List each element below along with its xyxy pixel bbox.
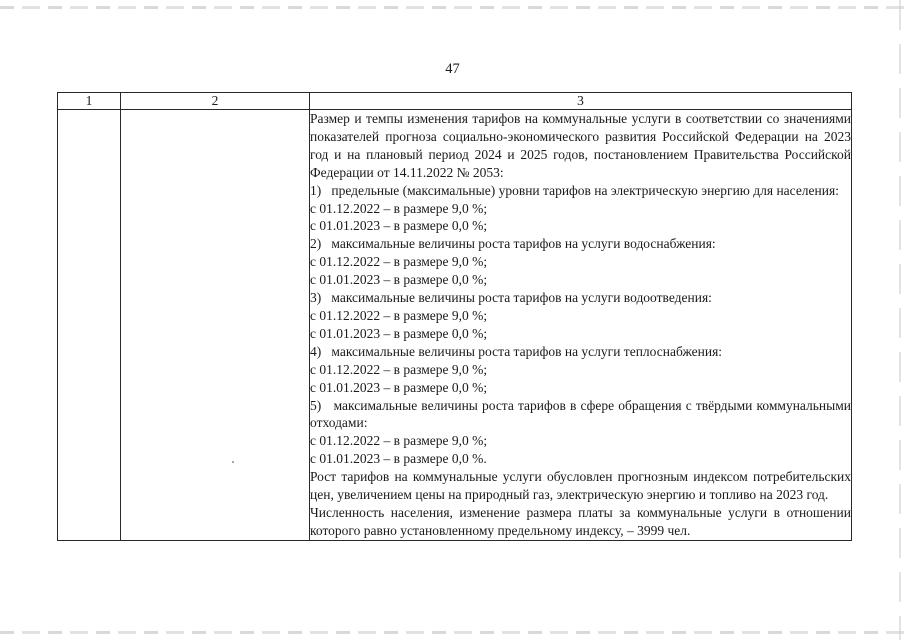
item-2-title: 2) максимальные величины роста тарифов на услуги водоснабжения: [310, 236, 716, 252]
header-col-3: 3 [310, 93, 852, 110]
header-col-1: 1 [58, 93, 121, 110]
item-2-rate-2: с 01.01.2023 – в размере 0,0 %; [310, 272, 488, 288]
item-2-rate-1: с 01.12.2022 – в размере 9,0 %; [310, 254, 488, 270]
item-3-title: 3) максимальные величины роста тарифов на услуги водоотведения: [310, 290, 712, 306]
page-number: 47 [445, 61, 460, 77]
population-note-paragraph: Численность населения, изменение размера платы за коммунальные услуги в отношении которого равно установленному предельному индексу, – 3999 чел. [310, 504, 851, 538]
item-5-title: 5) максимальные величины роста тарифов в сфере обращения с твёрдыми коммунальными отходами: [310, 397, 851, 431]
intro-paragraph: Размер и темпы изменения тарифов на коммунальные услуги в соответствии со значениями показателей прогноза социально-экономического развития Российской Федерации на 2023 год и на плановый период 2024 и 2025 годов, постановлением Правительства Российской Федерации от 14.11.2022 № 2053: [310, 111, 851, 180]
scan-edge-bottom [0, 631, 905, 634]
item-4-title: 4) максимальные величины роста тарифов на услуги теплоснабжения: [310, 343, 723, 359]
item-4-rate-2: с 01.01.2023 – в размере 0,0 %; [310, 379, 488, 395]
growth-note-paragraph: Рост тарифов на коммунальные услуги обусловлен прогнозным индексом потребительских цен, увеличением цены на природный газ, электрическую энергию и топливо на 2023 год. [310, 469, 851, 503]
scan-edge-right [899, 0, 901, 640]
item-1-rate-1: с 01.12.2022 – в размере 9,0 %; [310, 200, 488, 216]
item-3-rate-2: с 01.01.2023 – в размере 0,0 %; [310, 325, 488, 341]
scan-edge-top [0, 6, 905, 9]
cell-col-3 [310, 110, 852, 541]
item-1-title: 1) предельные (максимальные) уровни тарифов на электрическую энергию для населения: [310, 182, 839, 198]
item-5-rate-1: с 01.12.2022 – в размере 9,0 %; [310, 433, 488, 449]
item-3-rate-1: с 01.12.2022 – в размере 9,0 %; [310, 307, 488, 323]
item-5-rate-2: с 01.01.2023 – в размере 0,0 %. [310, 451, 487, 467]
table-row [58, 110, 852, 541]
table-header-row [58, 93, 852, 110]
document-table [57, 92, 852, 541]
cell-col-1 [58, 110, 121, 541]
scan-speck [232, 461, 234, 463]
item-1-rate-2: с 01.01.2023 – в размере 0,0 %; [310, 218, 488, 234]
header-col-2: 2 [121, 93, 310, 110]
item-4-rate-1: с 01.12.2022 – в размере 9,0 %; [310, 361, 488, 377]
cell-col-2 [121, 110, 310, 541]
